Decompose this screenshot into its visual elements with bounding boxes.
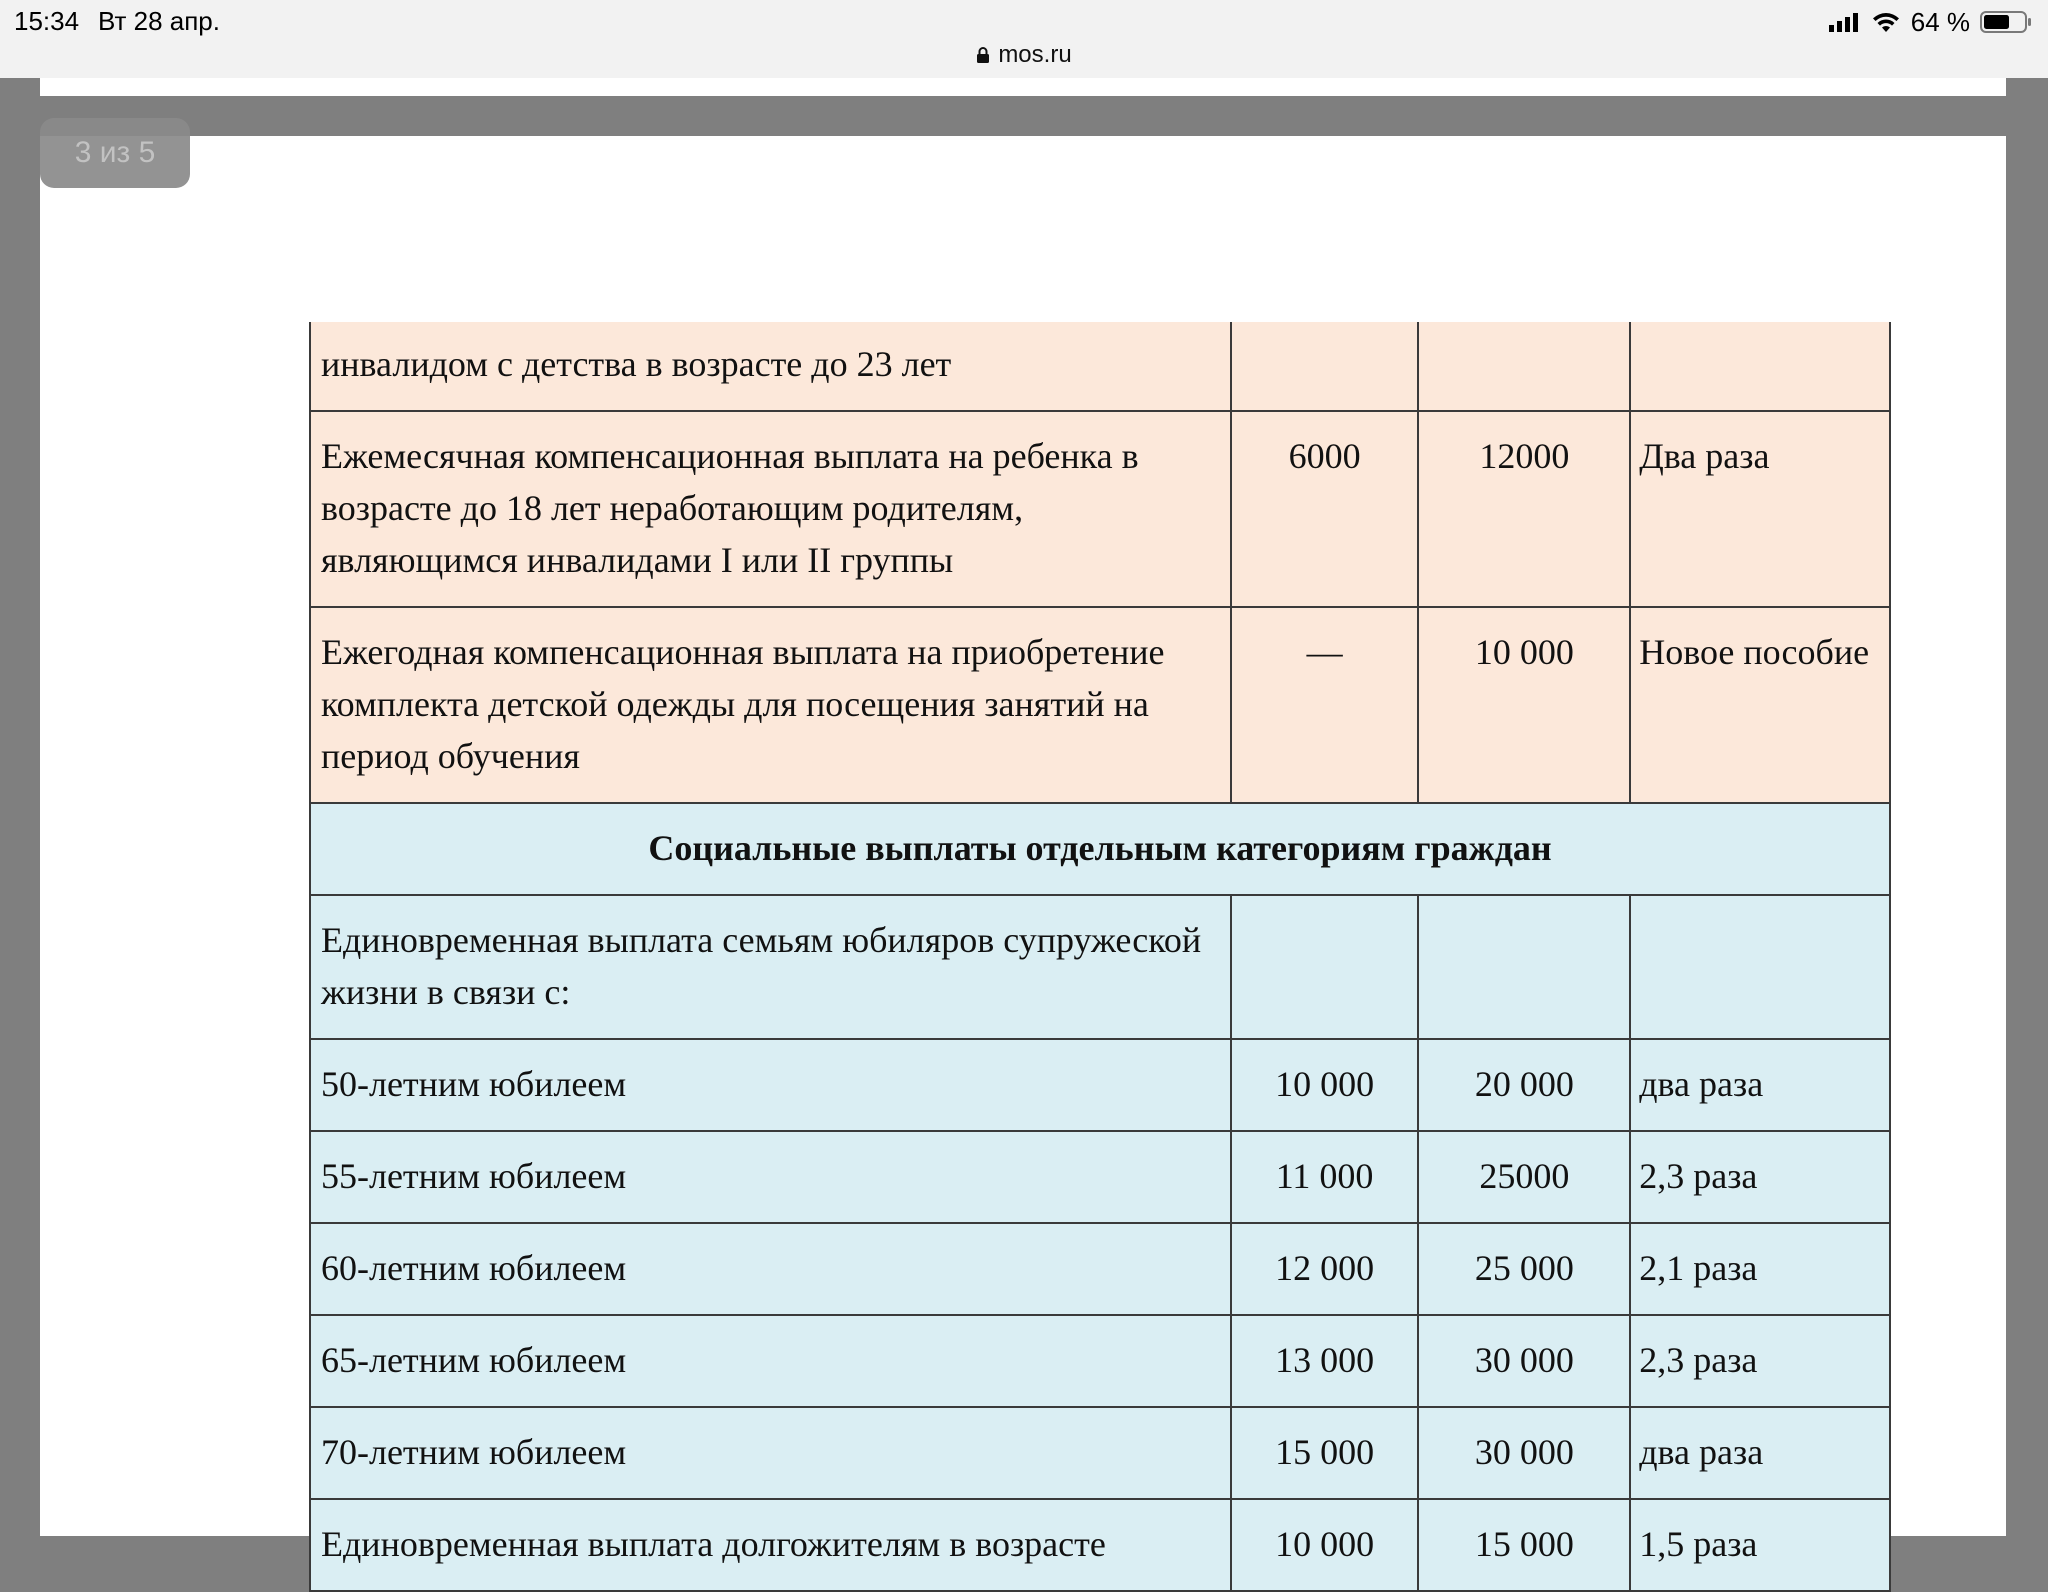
row-new-value: 25 000 xyxy=(1418,1223,1630,1315)
row-change: Два раза xyxy=(1630,411,1890,607)
row-description: Ежемесячная компенсационная выплата на ребенка в возрасте до 18 лет неработающим родителям, являющимся инвалидами I или II группы xyxy=(310,411,1231,607)
row-description: Единовременная выплата семьям юбиляров супружеской жизни в связи с: xyxy=(310,895,1231,1039)
table-row xyxy=(310,1315,1890,1407)
row-old-value: 10 000 xyxy=(1231,1039,1419,1131)
row-description: 60-летним юбилеем xyxy=(310,1223,1231,1315)
table-row xyxy=(310,1407,1890,1499)
row-description: инвалидом с детства в возрасте до 23 лет xyxy=(310,322,1231,411)
row-change xyxy=(1630,895,1890,1039)
lock-icon xyxy=(976,46,990,64)
row-change: 1,5 раза xyxy=(1630,1499,1890,1591)
row-old-value xyxy=(1231,322,1419,411)
row-description: 65-летним юбилеем xyxy=(310,1315,1231,1407)
table-row xyxy=(310,322,1890,411)
row-old-value: 15 000 xyxy=(1231,1407,1419,1499)
table-row xyxy=(310,895,1890,1039)
row-new-value: 25000 xyxy=(1418,1131,1630,1223)
status-time: 15:34 xyxy=(14,6,80,36)
table-row xyxy=(310,411,1890,607)
row-new-value xyxy=(1418,322,1630,411)
address-bar[interactable] xyxy=(0,38,2048,72)
page-counter xyxy=(40,118,190,188)
row-old-value: 6000 xyxy=(1231,411,1419,607)
row-change: 2,3 раза xyxy=(1630,1315,1890,1407)
row-description: Ежегодная компенсационная выплата на приобретение комплекта детской одежды для посещения занятий на период обучения xyxy=(310,607,1231,803)
row-description: Единовременная выплата долгожителям в возрасте xyxy=(310,1499,1231,1591)
row-description: 50-летним юбилеем xyxy=(310,1039,1231,1131)
page-counter-label: 3 из 5 xyxy=(74,136,156,169)
row-change: два раза xyxy=(1630,1039,1890,1131)
battery-icon xyxy=(1980,10,2032,34)
row-new-value: 30 000 xyxy=(1418,1407,1630,1499)
document-page xyxy=(40,136,2006,1564)
row-old-value: 12 000 xyxy=(1231,1223,1419,1315)
row-new-value: 30 000 xyxy=(1418,1315,1630,1407)
table-row xyxy=(310,607,1890,803)
row-new-value: 12000 xyxy=(1418,411,1630,607)
section-title: Социальные выплаты отдельным категориям граждан xyxy=(310,803,1890,895)
row-old-value: 10 000 xyxy=(1231,1499,1419,1591)
row-old-value: 11 000 xyxy=(1231,1131,1419,1223)
url-text: mos.ru xyxy=(998,41,1072,68)
previous-page-edge xyxy=(40,78,2006,96)
row-change: Новое пособие xyxy=(1630,607,1890,803)
benefits-table xyxy=(309,322,1891,1592)
status-date: Вт 28 апр. xyxy=(98,6,220,36)
row-change: 2,1 раза xyxy=(1630,1223,1890,1315)
row-new-value: 10 000 xyxy=(1418,607,1630,803)
battery-percent: 64 % xyxy=(1910,6,1970,37)
wifi-icon xyxy=(1871,11,1901,33)
table-row xyxy=(310,1131,1890,1223)
table-row xyxy=(310,1499,1890,1591)
row-new-value xyxy=(1418,895,1630,1039)
row-change: 2,3 раза xyxy=(1630,1131,1890,1223)
row-description: 70-летним юбилеем xyxy=(310,1407,1231,1499)
status-indicators xyxy=(1829,6,2032,38)
row-change xyxy=(1630,322,1890,411)
table-row xyxy=(310,1223,1890,1315)
section-header-row xyxy=(310,803,1890,895)
row-change: два раза xyxy=(1630,1407,1890,1499)
table-row xyxy=(310,1039,1890,1131)
cellular-signal-icon xyxy=(1829,12,1861,32)
row-new-value: 20 000 xyxy=(1418,1039,1630,1131)
row-description: 55-летним юбилеем xyxy=(310,1131,1231,1223)
row-old-value: 13 000 xyxy=(1231,1315,1419,1407)
row-new-value: 15 000 xyxy=(1418,1499,1630,1591)
row-old-value xyxy=(1231,895,1419,1039)
row-old-value: — xyxy=(1231,607,1419,803)
status-bar xyxy=(0,0,2048,78)
